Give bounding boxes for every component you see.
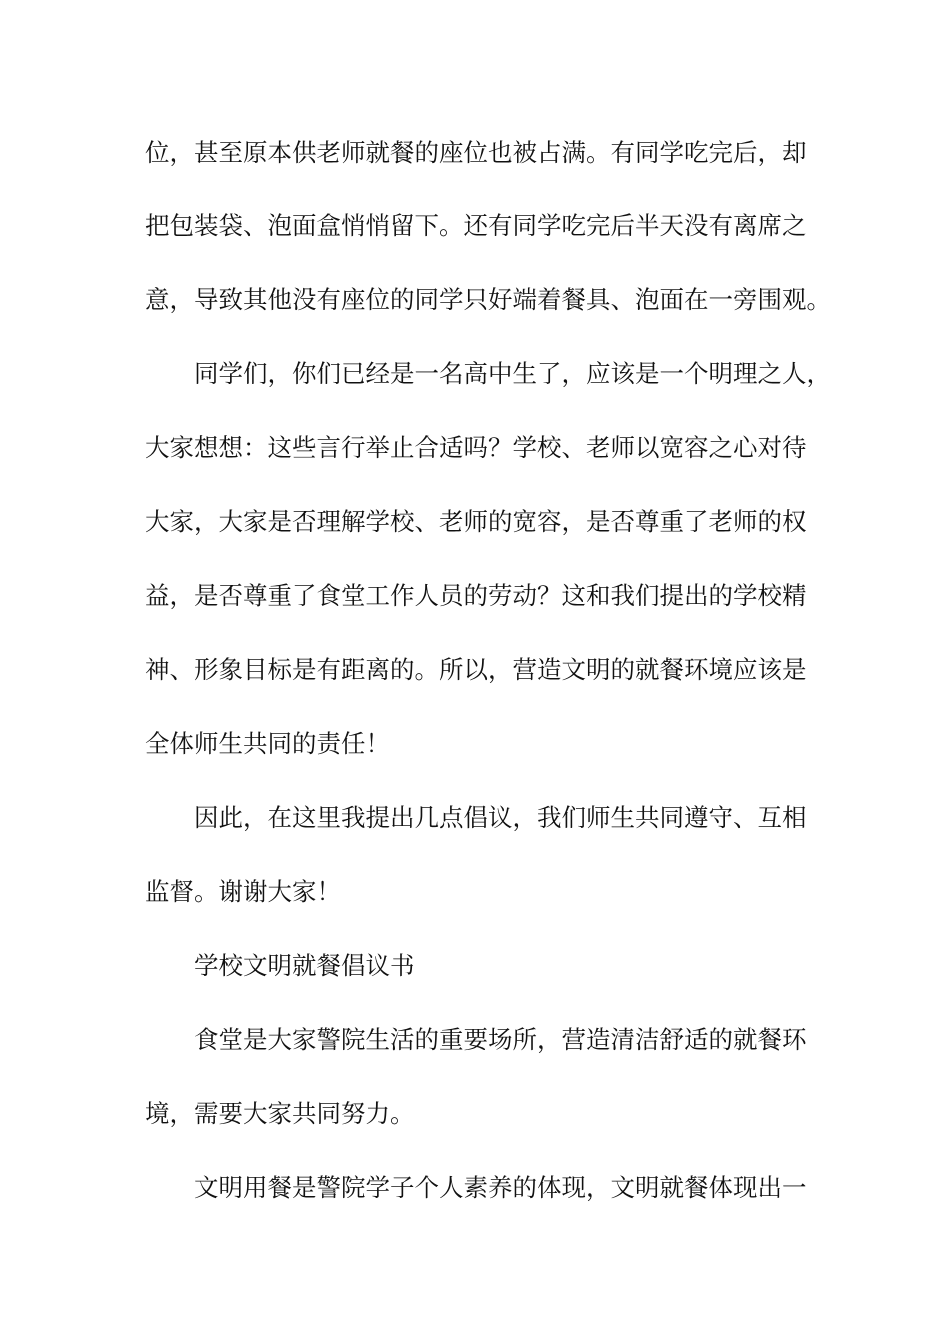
paragraph-line-12: 食堂是大家警院生活的重要场所，营造清洁舒适的就餐环 [194, 1025, 807, 1054]
paragraph-line-11: 监督。谢谢大家！ [145, 877, 341, 906]
paragraph-line-2: 把包装袋、泡面盒悄悄留下。还有同学吃完后半天没有离席之 [145, 211, 807, 240]
section-heading: 学校文明就餐倡议书 [194, 951, 415, 980]
paragraph-line-13: 境，需要大家共同努力。 [145, 1099, 415, 1128]
paragraph-line-5: 大家想想：这些言行举止合适吗？学校、老师以宽容之心对待 [145, 433, 807, 462]
paragraph-line-9: 全体师生共同的责任！ [145, 729, 390, 758]
paragraph-line-14: 文明用餐是警院学子个人素养的体现，文明就餐体现出一 [194, 1173, 807, 1202]
paragraph-line-8: 神、形象目标是有距离的。所以，营造文明的就餐环境应该是 [145, 655, 807, 684]
paragraph-line-10: 因此，在这里我提出几点倡议，我们师生共同遵守、互相 [194, 803, 807, 832]
paragraph-line-6: 大家，大家是否理解学校、老师的宽容，是否尊重了老师的权 [145, 507, 807, 536]
paragraph-line-1: 位，甚至原本供老师就餐的座位也被占满。有同学吃完后，却 [145, 138, 807, 167]
paragraph-line-7: 益，是否尊重了食堂工作人员的劳动？这和我们提出的学校精 [145, 581, 807, 610]
paragraph-line-4: 同学们，你们已经是一名高中生了，应该是一个明理之人， [194, 359, 831, 388]
paragraph-line-3: 意，导致其他没有座位的同学只好端着餐具、泡面在一旁围观。 [145, 285, 831, 314]
